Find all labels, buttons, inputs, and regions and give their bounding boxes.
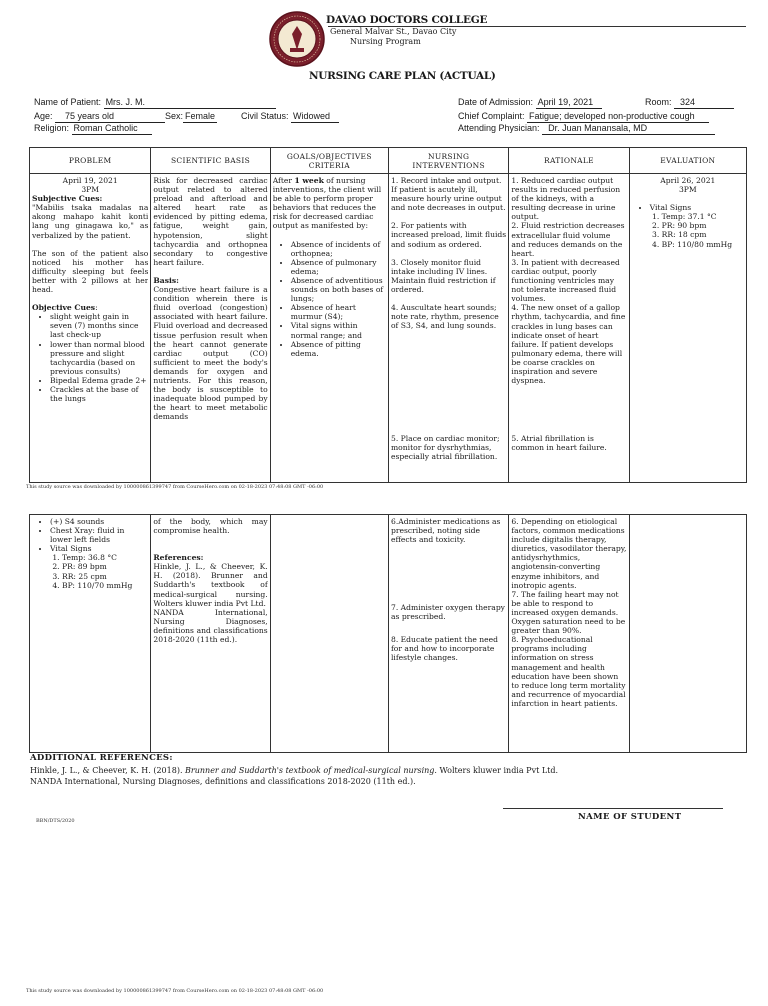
list-item: 1. Temp: 36.8 °C [62, 553, 148, 562]
list-item: • Absence of heart murmur (S4); [291, 303, 386, 321]
rationale-7: 7. The failing heart may not be able to respond to increased oxygen demands. Oxygen saturation need to be greater than 90%. [511, 589, 626, 636]
reference-1: Hinkle, J. L., & Cheever, K. H. (2018). Brunner and Suddarth's textbook of medical-surgical nursing. Wolters kluwer india Pvt Ltd. [153, 562, 268, 608]
son-observation-text: The son of the patient also noticed his mother has difficulty sleeping but feels better with 2 pillows at her head. [32, 248, 149, 295]
age-value: 75 years old [55, 111, 165, 123]
physician-value: Dr. Juan Manansala, MD [542, 123, 715, 135]
room-row [645, 97, 734, 109]
intervention-2: 2. For patients with increased preload, limit fluids and sodium as ordered. [390, 221, 507, 249]
intervention-1: 1. Record intake and output. If patient is acutely ill, measure hourly urine output and note decreases in output. [390, 176, 506, 213]
problem-cell [32, 176, 148, 480]
evaluation-vitals-list [632, 212, 744, 248]
additional-references-label: ADDITIONAL REFERENCES: [30, 753, 173, 763]
list-item: 4. BP: 110/70 mmHg [62, 581, 148, 590]
physician-row [458, 123, 715, 135]
nursing-diagnosis-text: Risk for decreased cardiac output related to altered preload and afterload and altered heart rate as evidenced by pitting edema, fatigue, weight gain, hypotension, slight tachycardia and orthopnea secondary to congestive heart failure. [153, 176, 268, 267]
problem-time: 3PM [81, 185, 100, 195]
religion-value: Roman Catholic [72, 123, 152, 135]
patient-name-value: Mrs. J. M. [104, 97, 276, 109]
patient-name-row [34, 97, 276, 109]
objective-cues-list-continued [32, 517, 148, 553]
rationale-1: 1. Reduced cardiac output results in reduced perfusion of the kidneys, with a resulting decrease in urine output. [511, 176, 621, 222]
additional-reference-2: NANDA International, Nursing Diagnoses, definitions and classifications 2018-2020 (11th ed.). [30, 777, 416, 786]
evaluation-time: 3PM [678, 185, 697, 195]
list-item: • Chest Xray: fluid in lower left fields [50, 526, 148, 544]
room-value: 324 [674, 97, 734, 109]
intervention-4: 4. Auscultate heart sounds; note rate, rhythm, presence of S3, S4, and lung sounds. [390, 303, 499, 331]
list-item: • Crackles at the base of the lungs [50, 385, 148, 403]
list-item: 2. PR: 89 bpm [62, 562, 148, 571]
list-item: • Absence of incidents of orthopnea; [291, 240, 386, 258]
rationale-6: 6. Depending on etiological factors, common medications include digitalis therapy, diuretics, vasodilator therapy, antidysrhythmics, angiotensin-converting enzyme inhibitors, and inotropic agents. [511, 517, 627, 590]
references-label: References: [153, 553, 204, 563]
interventions-cell [391, 176, 506, 480]
list-item: • Vital Signs [50, 544, 148, 553]
vital-signs-list [32, 553, 148, 589]
sex-label: Sex: [165, 111, 184, 121]
patient-name-label: Name of Patient: [34, 97, 102, 107]
list-item: • Vital Signs [650, 203, 744, 212]
evaluation-cell [632, 176, 744, 480]
list-item: 3. RR: 25 cpm [62, 572, 148, 581]
objective-cues-list [32, 312, 148, 403]
additional-reference-1: Hinkle, J. L., & Cheever, K. H. (2018). Brunner and Suddarth's textbook of medical-surgical nursing. Wolters kluwer india Pvt Ltd. [30, 766, 559, 775]
document-code: BBN/DTS/2020 [36, 818, 75, 824]
list-item: 4. BP: 110/80 mmHg [662, 240, 744, 249]
rationale-5: 5. Atrial fibrillation is common in heart failure. [511, 434, 607, 453]
evaluation-cell-continued [632, 517, 744, 750]
scientific-basis-cell [153, 176, 267, 480]
physician-label: Attending Physician: [458, 123, 540, 133]
college-seal-icon [268, 10, 326, 68]
sex-value: Female [185, 111, 216, 121]
intervention-3: 3. Closely monitor fluid intake including IV lines. Maintain fluid restriction if ordered. [390, 257, 496, 294]
list-item: 1. Temp: 37.1 °C [662, 212, 744, 221]
problem-date: April 19, 2021 [62, 176, 118, 185]
col-header-evaluation: EVALUATION [629, 148, 746, 174]
subjective-cues-label: Subjective Cues: [32, 194, 103, 204]
list-item: • Absence of pulmonary edema; [291, 258, 386, 276]
basis-text-continued: of the body, which may compromise health. [153, 517, 268, 536]
chief-complaint-row [458, 111, 709, 123]
list-item: • Bipedal Edema grade 2+ [50, 376, 148, 385]
scientific-basis-cell-continued [153, 517, 267, 750]
care-plan-table-page-1 [29, 147, 747, 483]
admission-label: Date of Admission: [458, 97, 534, 107]
list-item: • slight weight gain in seven (7) months since last check-up [50, 312, 148, 339]
download-notice: This study source was downloaded by 100000861399747 from CourseHero.com on 02-18-2023 07:48:08 GMT -06:00 [26, 484, 324, 490]
list-item: 3. RR: 18 cpm [662, 230, 744, 239]
intervention-8: 8. Educate patient the need for and how to incorporate lifestyle changes. [390, 635, 498, 663]
civil-status-value: Widowed [291, 111, 339, 123]
patient-age-row [34, 111, 165, 123]
religion-row [34, 123, 152, 135]
subjective-cues-text: "Mabilis tsaka madalas na akong mahapo kahit konti lang ung ginagawa ko," as verbalized by the patient. [32, 203, 149, 240]
col-header-scientific-basis: SCIENTIFIC BASIS [151, 148, 270, 174]
col-header-rationale: RATIONALE [509, 148, 629, 174]
goals-cell-continued [273, 517, 386, 750]
civil-status-row [241, 111, 339, 123]
chief-complaint-label: Chief Complaint: [458, 111, 525, 121]
evaluation-list [632, 203, 744, 212]
basis-text: Congestive heart failure is a condition wherein there is fluid overload (congestion) associated with heart failure. Fluid overload and decreased tissue perfusion result when the heart cannot generate cardiac output (CO) sufficient to meet the body's demands for oxygen and nutrients. For this reason, the body is susceptible to inadequate blood pumped by the heart to meet metabolic demands [153, 285, 268, 422]
problem-cell-continued [32, 517, 148, 750]
rationale-cell [511, 176, 626, 480]
basis-label: Basis: [153, 275, 179, 285]
college-name: DAVAO DOCTORS COLLEGE [326, 14, 488, 26]
patient-sex-row [165, 111, 217, 123]
list-item: • lower than normal blood pressure and slight tachycardia (based on previous consults) [50, 340, 148, 376]
age-label: Age: [34, 111, 53, 121]
rationale-3: 3. In patient with decreased cardiac output, poorly functioning ventricles may not tolerate increased fluid volumes. [511, 257, 620, 304]
page-title: NURSING CARE PLAN (ACTUAL) [309, 70, 496, 82]
intervention-6: 6.Administer medications as prescribed, noting side effects and toxicity. [390, 517, 501, 545]
student-signature-line [503, 808, 723, 809]
rationale-cell-continued [511, 517, 626, 750]
evaluation-date: April 26, 2021 [660, 176, 716, 185]
rationale-4: 4. The new onset of a gallop rhythm, tachycardia, and fine crackles in lung bases can indicate onset of heart failure. If patient develops pulmonary edema, there will be coarse crackles on inspiration and severe dyspnea. [511, 303, 626, 386]
goals-cell [273, 176, 386, 480]
admission-row [458, 97, 602, 109]
name-of-student-label: NAME OF STUDENT [578, 812, 682, 822]
rationale-2: 2. Fluid restriction decreases extracellular fluid volume and reduces demands on the heart. [511, 221, 625, 258]
goals-intro: After 1 week of nursing interventions, the client will be able to perform proper behaviors that reduces the risk for decreased cardiac output as manifested by: [272, 176, 382, 231]
religion-label: Religion: [34, 123, 70, 133]
chief-complaint-value: Fatigue; developed non-productive cough [527, 111, 709, 123]
intervention-5: 5. Place on cardiac monitor; monitor for dysrhythmias, especially atrial fibrillation. [390, 434, 500, 462]
care-plan-table-page-2 [29, 514, 747, 753]
col-header-problem: PROBLEM [30, 148, 151, 174]
col-header-interventions: NURSING INTERVENTIONS [388, 148, 508, 174]
reference-2: NANDA International, Nursing Diagnoses, definitions and classifications 2018-2020 (11th ed.). [153, 607, 268, 645]
intervention-7: 7. Administer oxygen therapy as prescribed. [390, 603, 505, 622]
civil-status-label: Civil Status: [241, 111, 289, 121]
program-name: Nursing Program [350, 37, 421, 46]
objective-cues-heading: Objective Cues: [32, 303, 98, 313]
rationale-8: 8. Psychoeducational programs including information on stress management and health education have been shown to reduce long term mortality and recurrence of myocardial infarction in heart patients. [511, 635, 626, 708]
list-item: • (+) S4 sounds [50, 517, 148, 526]
list-item: • Absence of pitting edema. [291, 340, 386, 358]
list-item: 2. PR: 90 bpm [662, 221, 744, 230]
admission-value: April 19, 2021 [536, 97, 602, 109]
list-item: • Absence of adventitious sounds on both bases of lungs; [291, 276, 386, 303]
list-item: • Vital signs within normal range; and [291, 321, 386, 339]
goals-criteria-list [273, 240, 386, 358]
download-notice-bottom: This study source was downloaded by 100000861399747 from CourseHero.com on 02-18-2023 07:48:08 GMT -06:00 [26, 988, 324, 994]
room-label: Room: [645, 97, 672, 107]
interventions-cell-continued [391, 517, 506, 750]
col-header-goals: GOALS/OBJECTIVES CRITERIA [270, 148, 388, 174]
college-address: General Malvar St., Davao City [330, 27, 457, 36]
